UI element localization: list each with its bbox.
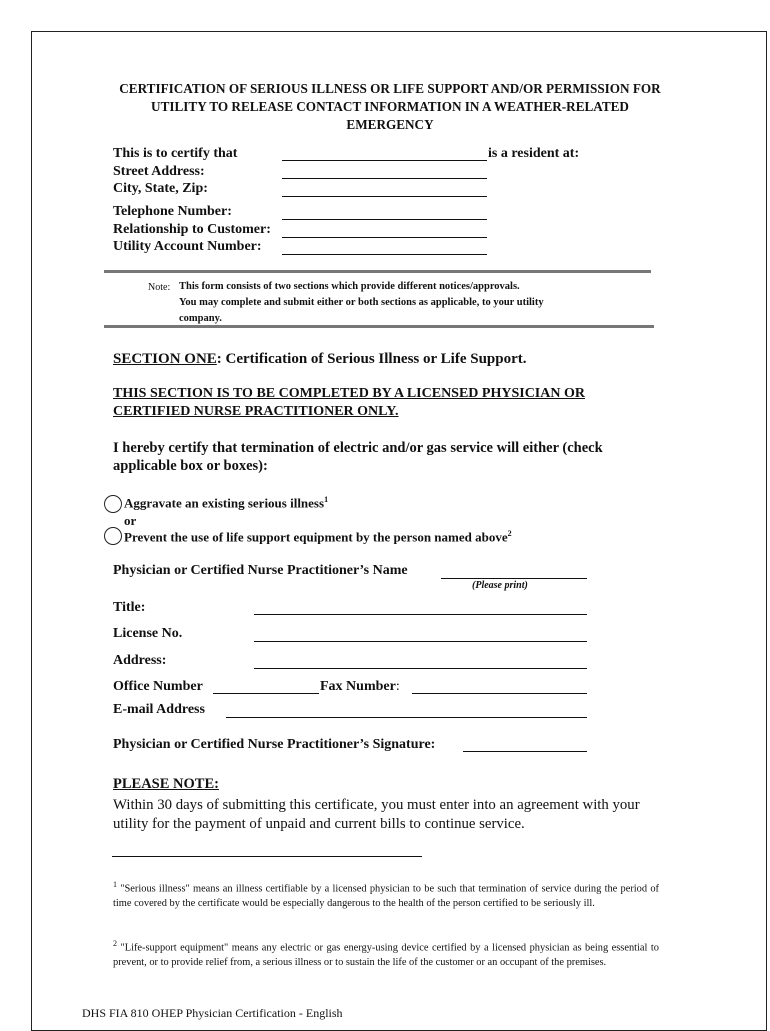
section-one-subtitle: : Certification of Serious Illness or Life Support. — [216, 351, 527, 367]
option1-text: Aggravate an existing serious illness — [124, 495, 325, 511]
footnote-1-number: 1 — [113, 880, 117, 889]
account-label: Utility Account Number: — [113, 239, 262, 254]
serious-illness-radio[interactable] — [104, 495, 122, 513]
telephone-label: Telephone Number: — [113, 204, 232, 219]
relationship-field[interactable] — [282, 237, 487, 238]
fax-text: Fax Number — [320, 679, 396, 694]
please-note-text1: Within 30 days of submitting this certificate, you must enter into an agreement with your — [113, 797, 640, 813]
footnote-1 — [113, 877, 659, 911]
fax-colon: : — [395, 679, 400, 694]
signature-field[interactable] — [463, 751, 587, 752]
footnote-2-number: 2 — [113, 939, 117, 948]
account-field[interactable] — [282, 254, 487, 255]
license-label: License No. — [113, 626, 183, 641]
address-label: Address: — [113, 653, 167, 668]
footnote-2 — [113, 936, 659, 970]
footnote-ref-2: 2 — [507, 529, 512, 538]
physician-name-field[interactable] — [441, 578, 587, 579]
telephone-field[interactable] — [282, 219, 487, 220]
certify-line2: applicable box or boxes): — [113, 458, 268, 474]
form-footer: DHS FIA 810 OHEP Physician Certification - English — [82, 1006, 343, 1020]
life-support-radio[interactable] — [104, 527, 122, 545]
section-one-heading — [113, 351, 527, 368]
fax-number-label — [320, 679, 400, 695]
resident-label: is a resident at: — [488, 146, 580, 161]
certify-label: This is to certify that — [113, 146, 238, 161]
title-label: Title: — [113, 600, 146, 615]
street-field[interactable] — [282, 178, 487, 179]
office-number-field[interactable] — [213, 693, 319, 694]
instruction-line2: CERTIFIED NURSE PRACTITIONER ONLY. — [113, 404, 399, 419]
instruction-line1: THIS SECTION IS TO BE COMPLETED BY A LICENSED PHYSICIAN OR — [113, 386, 585, 401]
footnote-2-text: "Life-support equipment" means any electric or gas energy-using device certified by a licensed physician as being essential to prevent, or to provide relief from, a serious illness or to sustain the life of the customer or an occupant of the premises. — [113, 942, 659, 969]
office-number-label: Office Number — [113, 679, 203, 694]
city-field[interactable] — [282, 196, 487, 197]
email-label: E-mail Address — [113, 702, 205, 717]
note-line2: You may complete and submit either or both sections as applicable, to your utility — [179, 297, 544, 308]
email-field[interactable] — [226, 717, 587, 718]
option-life-support — [124, 529, 512, 545]
city-label: City, State, Zip: — [113, 181, 208, 196]
footnote-ref-1: 1 — [324, 495, 329, 504]
note-line3: company. — [179, 313, 222, 324]
please-note-text2: utility for the payment of unpaid and current bills to continue service. — [113, 816, 525, 832]
resident-name-field[interactable] — [282, 160, 487, 161]
signature-label: Physician or Certified Nurse Practitioner’s Signature: — [113, 737, 436, 752]
option-serious-illness — [124, 495, 328, 511]
option2-text: Prevent the use of life support equipment by the person named above — [124, 529, 508, 545]
address-field[interactable] — [254, 668, 587, 669]
footnote-separator — [112, 856, 422, 857]
footnote-1-text: "Serious illness" means an illness certifiable by a licensed physician to be such that termination of service during the period of time covered by the certificate would be especially dangerous to the health of the person certified to be seriously ill. — [113, 883, 659, 910]
please-print-hint: (Please print) — [472, 580, 528, 591]
street-label: Street Address: — [113, 164, 205, 179]
note-label: Note: — [148, 282, 171, 293]
please-note-heading: PLEASE NOTE: — [113, 776, 219, 792]
divider-bottom — [104, 325, 654, 328]
fax-number-field[interactable] — [412, 693, 587, 694]
title-field[interactable] — [254, 614, 587, 615]
form-title: CERTIFICATION OF SERIOUS ILLNESS OR LIFE SUPPORT AND/OR PERMISSION FOR UTILITY TO RELEASE CONTACT INFORMATION IN A WEATHER-RELATED EMERGENCY — [119, 81, 661, 132]
section-one-title: SECTION ONE — [113, 351, 217, 367]
or-text: or — [124, 513, 137, 528]
relationship-label: Relationship to Customer: — [113, 222, 271, 237]
divider-top — [104, 270, 651, 273]
note-line1: This form consists of two sections which provide different notices/approvals. — [179, 281, 520, 292]
certify-line1: I hereby certify that termination of electric and/or gas service will either (check — [113, 440, 603, 456]
license-field[interactable] — [254, 641, 587, 642]
physician-name-label: Physician or Certified Nurse Practitioner’s Name — [113, 563, 408, 578]
